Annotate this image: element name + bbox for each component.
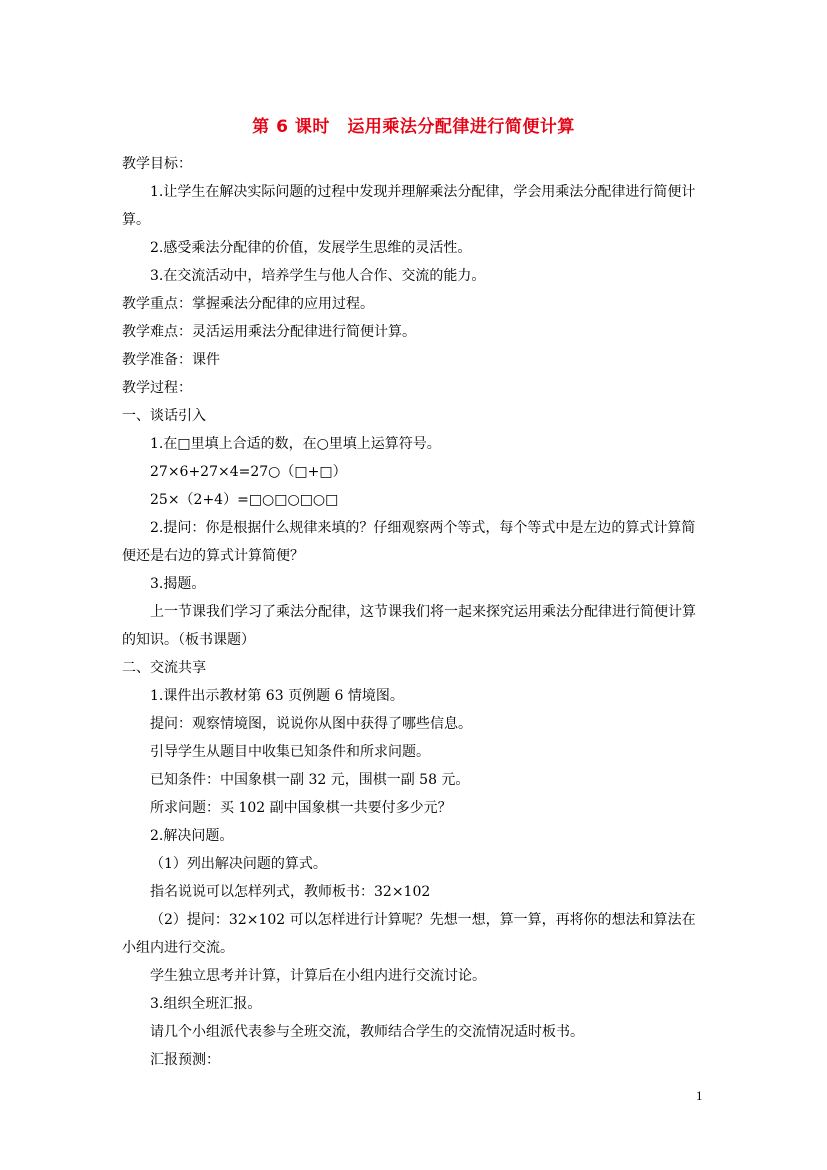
body-paragraph: 上一节课我们学习了乘法分配律，这节课我们将一起来探究运用乘法分配律进行简便计算的知识。（板书课题） [122, 604, 696, 648]
body-paragraph: 1.让学生在解决实际问题的过程中发现并理解乘法分配律，学会用乘法分配律进行简便计算。 [122, 184, 696, 228]
body-paragraph: 教学难点：灵活运用乘法分配律进行简便计算。 [122, 324, 416, 340]
body-paragraph: 教学过程： [122, 380, 192, 396]
body-paragraph: 教学重点：掌握乘法分配律的应用过程。 [122, 296, 374, 312]
body-paragraph: 2.解决问题。 [150, 828, 234, 844]
body-paragraph: 引导学生从题目中收集已知条件和所求问题。 [150, 744, 430, 760]
body-paragraph: 3.组织全班汇报。 [150, 996, 262, 1012]
body-paragraph: 二、交流共享 [122, 660, 206, 676]
body-paragraph: 请几个小组派代表参与全班交流，教师结合学生的交流情况适时板书。 [150, 1024, 584, 1040]
body-paragraph: 教学准备：课件 [122, 352, 220, 368]
lesson-body [122, 150, 702, 1074]
body-paragraph: 已知条件：中国象棋一副 32 元，围棋一副 58 元。 [150, 772, 470, 788]
body-paragraph: 汇报预测： [150, 1052, 220, 1068]
body-paragraph: 2.感受乘法分配律的价值，发展学生思维的灵活性。 [150, 240, 472, 256]
body-paragraph: 25×（2+4）=□○□○□○□ [150, 492, 339, 508]
body-paragraph: 教学目标： [122, 156, 192, 172]
body-paragraph: 3.揭题。 [150, 576, 206, 592]
body-paragraph: （2）提问：32×102 可以怎样进行计算呢？先想一想，算一算，再将你的想法和算法在小组内进行交流。 [122, 912, 696, 956]
body-paragraph: 指名说说可以怎样列式，教师板书：32×102 [150, 884, 431, 900]
body-paragraph: 一、谈话引入 [122, 408, 206, 424]
body-paragraph: 1.课件出示教材第 63 页例题 6 情境图。 [150, 688, 404, 704]
body-paragraph: （1）列出解决问题的算式。 [150, 856, 327, 872]
body-paragraph: 1.在□里填上合适的数，在○里填上运算符号。 [150, 436, 441, 452]
body-paragraph: 学生独立思考并计算，计算后在小组内进行交流讨论。 [150, 968, 486, 984]
body-paragraph: 2.提问：你是根据什么规律来填的？仔细观察两个等式，每个等式中是左边的算式计算简便还是右边的算式计算简便？ [122, 520, 696, 564]
lesson-title: 第 6 课时 运用乘法分配律进行简便计算 [252, 117, 575, 137]
body-paragraph: 3.在交流活动中，培养学生与他人合作、交流的能力。 [150, 268, 486, 284]
page-number: 1 [696, 1088, 703, 1103]
body-paragraph: 27×6+27×4=27○（□+□） [150, 464, 347, 480]
body-paragraph: 提问：观察情境图，说说你从图中获得了哪些信息。 [150, 716, 472, 732]
body-paragraph: 所求问题：买 102 副中国象棋一共要付多少元？ [150, 800, 452, 816]
